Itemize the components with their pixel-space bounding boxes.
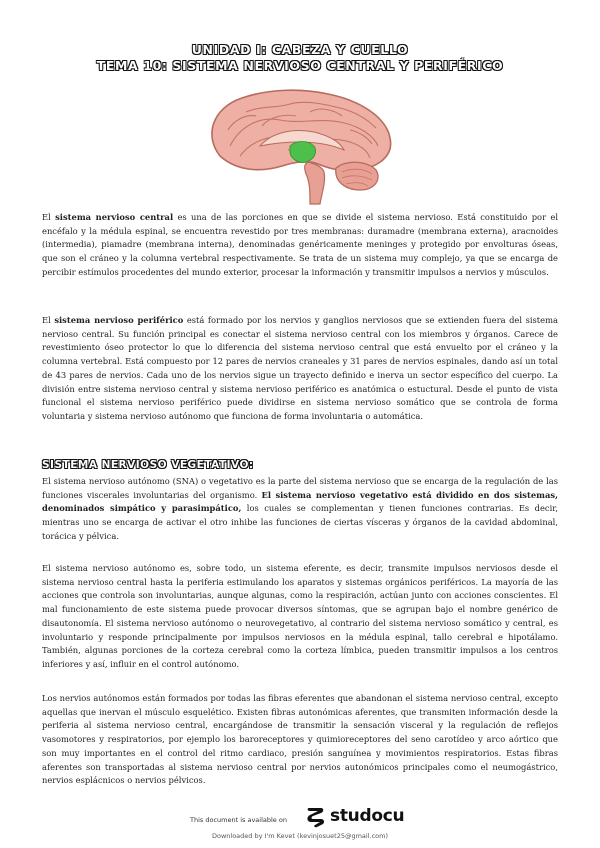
thalamus-highlight [290,142,316,163]
unit-title: UNIDAD I: CABEZA Y CUELLO [191,42,409,57]
term-simpatico-parasimpatico: El sistema nervioso vegetativo está dividido en dos sistemas, denominados simpático y parasimpático, [42,489,558,514]
paragraph-snc: El sistema nervioso central es una de las porciones en que se divide el sistema nervioso. Está constituido por el encéfalo y la médula espinal, se encuentra revestido por tres membranas: duramadre (membrana externa), aracnoides (intermedia), piamadre (membrana interna), denominadas genéricamente meninges y protegido por envolturas óseas, que son el cráneo y la columna vertebral respectivamente. Se trata de un sistema muy complejo, ya que se encarga de percibir estímulos procedentes del mundo exterior, procesar la información y transmitir impulsos a nervios y músculos. [42,212,558,277]
brainstem-shape [305,162,325,204]
brain-sagittal-illustration [190,86,410,208]
term-snc: sistema nervioso central [55,212,174,222]
term-snp: sistema nervioso periférico [54,315,184,325]
paragraph-sna-eferente: El sistema nervioso autónomo es, sobre todo, un sistema eferente, es decir, transmite impulsos nerviosos desde el sistema nervioso central hasta la periferia estimulando los aparatos y sistemas orgánicos periféricos. La mayoría de las acciones que controla son involuntarias, aunque algunas, como la respiración, actúan junto con acciones conscientes. El mal funcionamiento de este sistema puede provocar diversos síntomas, que se agrupan bajo el nombre genérico de disautonomía. El sistema nervioso autónomo o neurovegetativo, al contrario del sistema nervioso somático y central, es involuntario y responde principalmente por impulsos nerviosos en la médula espinal, tallo cerebral e hipotálamo. También, algunas porciones de la corteza cerebral como la corteza límbica, pueden transmitir impulsos a los centros inferiores y así, influir en el control autónomo. [42,563,558,669]
studocu-logo-icon[interactable] [306,806,326,828]
footer-availability: This document is available on [190,816,287,824]
title-block [0,42,600,74]
paragraph-nervios-autonomos: Los nervios autónomos están formados por todas las fibras eferentes que abandonan el sistema nervioso central, excepto aquellas que inervan el músculo esquelético. Existen fibras autonómicas aferentes, que transmiten información desde la periferia al sistema nervioso central, encargándose de transmitir la sensación visceral y la regulación de reflejos vasomotores y respiratorios, por ejemplo los baroreceptores y quimioreceptores del seno carotídeo y arco aórtico que son muy importantes en el control del ritmo cardiaco, presión sanguínea y movimientos respiratorios. Estas fibras aferentes son transportadas al sistema nervioso central por nervios autonómicos principales como el neumogástrico, nervios esplácnicos o nervios pélvicos. [42,693,558,786]
section-title-vegetativo: SISTEMA NERVIOSO VEGETATIVO: [42,459,254,471]
studocu-brand-link[interactable]: studocu [330,806,405,826]
footer-download-credit: Downloaded by I'm Kevet (kevinjosuet25@gmail.com) [211,832,389,840]
paragraph-sna: El sistema nervioso autónomo (SNA) o vegetativo es la parte del sistema nervioso que se encarga de la regulación de las funciones viscerales involuntarias del organismo. El sistema nervioso vegetativo está dividido en dos sistemas, denominados simpático y parasimpático, los cuales se complementan y tienen funciones contrarias. Es decir, mientras uno se encarga de activar el otro inhibe las funciones de ciertas vísceras y órganos de la cavidad abdominal, torácica y pélvica. [42,476,558,541]
topic-title: TEMA 10: SISTEMA NERVIOSO CENTRAL Y PERIFÉRICO [96,58,504,73]
paragraph-snp: El sistema nervioso periférico está formado por los nervios y ganglios nerviosos que se extienden fuera del sistema nervioso central. Su función principal es conectar el sistema nervioso central con los miembros y órganos. Carece de revestimiento óseo protector lo que lo diferencia del sistema nervioso central que está envuelto por el cráneo y la columna vertebral. Está compuesto por 12 pares de nervios craneales y 31 pares de nervios espinales, dando así un total de 43 pares de nervios. Cada uno de los nervios sigue un trayecto definido e inerva un sector específico del cuerpo. La división entre sistema nervioso central y sistema nervioso periférico es anatómica o estuctural. Desde el punto de vista funcional el sistema nervioso periférico puede dividirse en sistema nervioso somático que se controla de forma voluntaria y sistema nervioso autónomo que funciona de forma involuntaria o automática. [42,315,558,421]
